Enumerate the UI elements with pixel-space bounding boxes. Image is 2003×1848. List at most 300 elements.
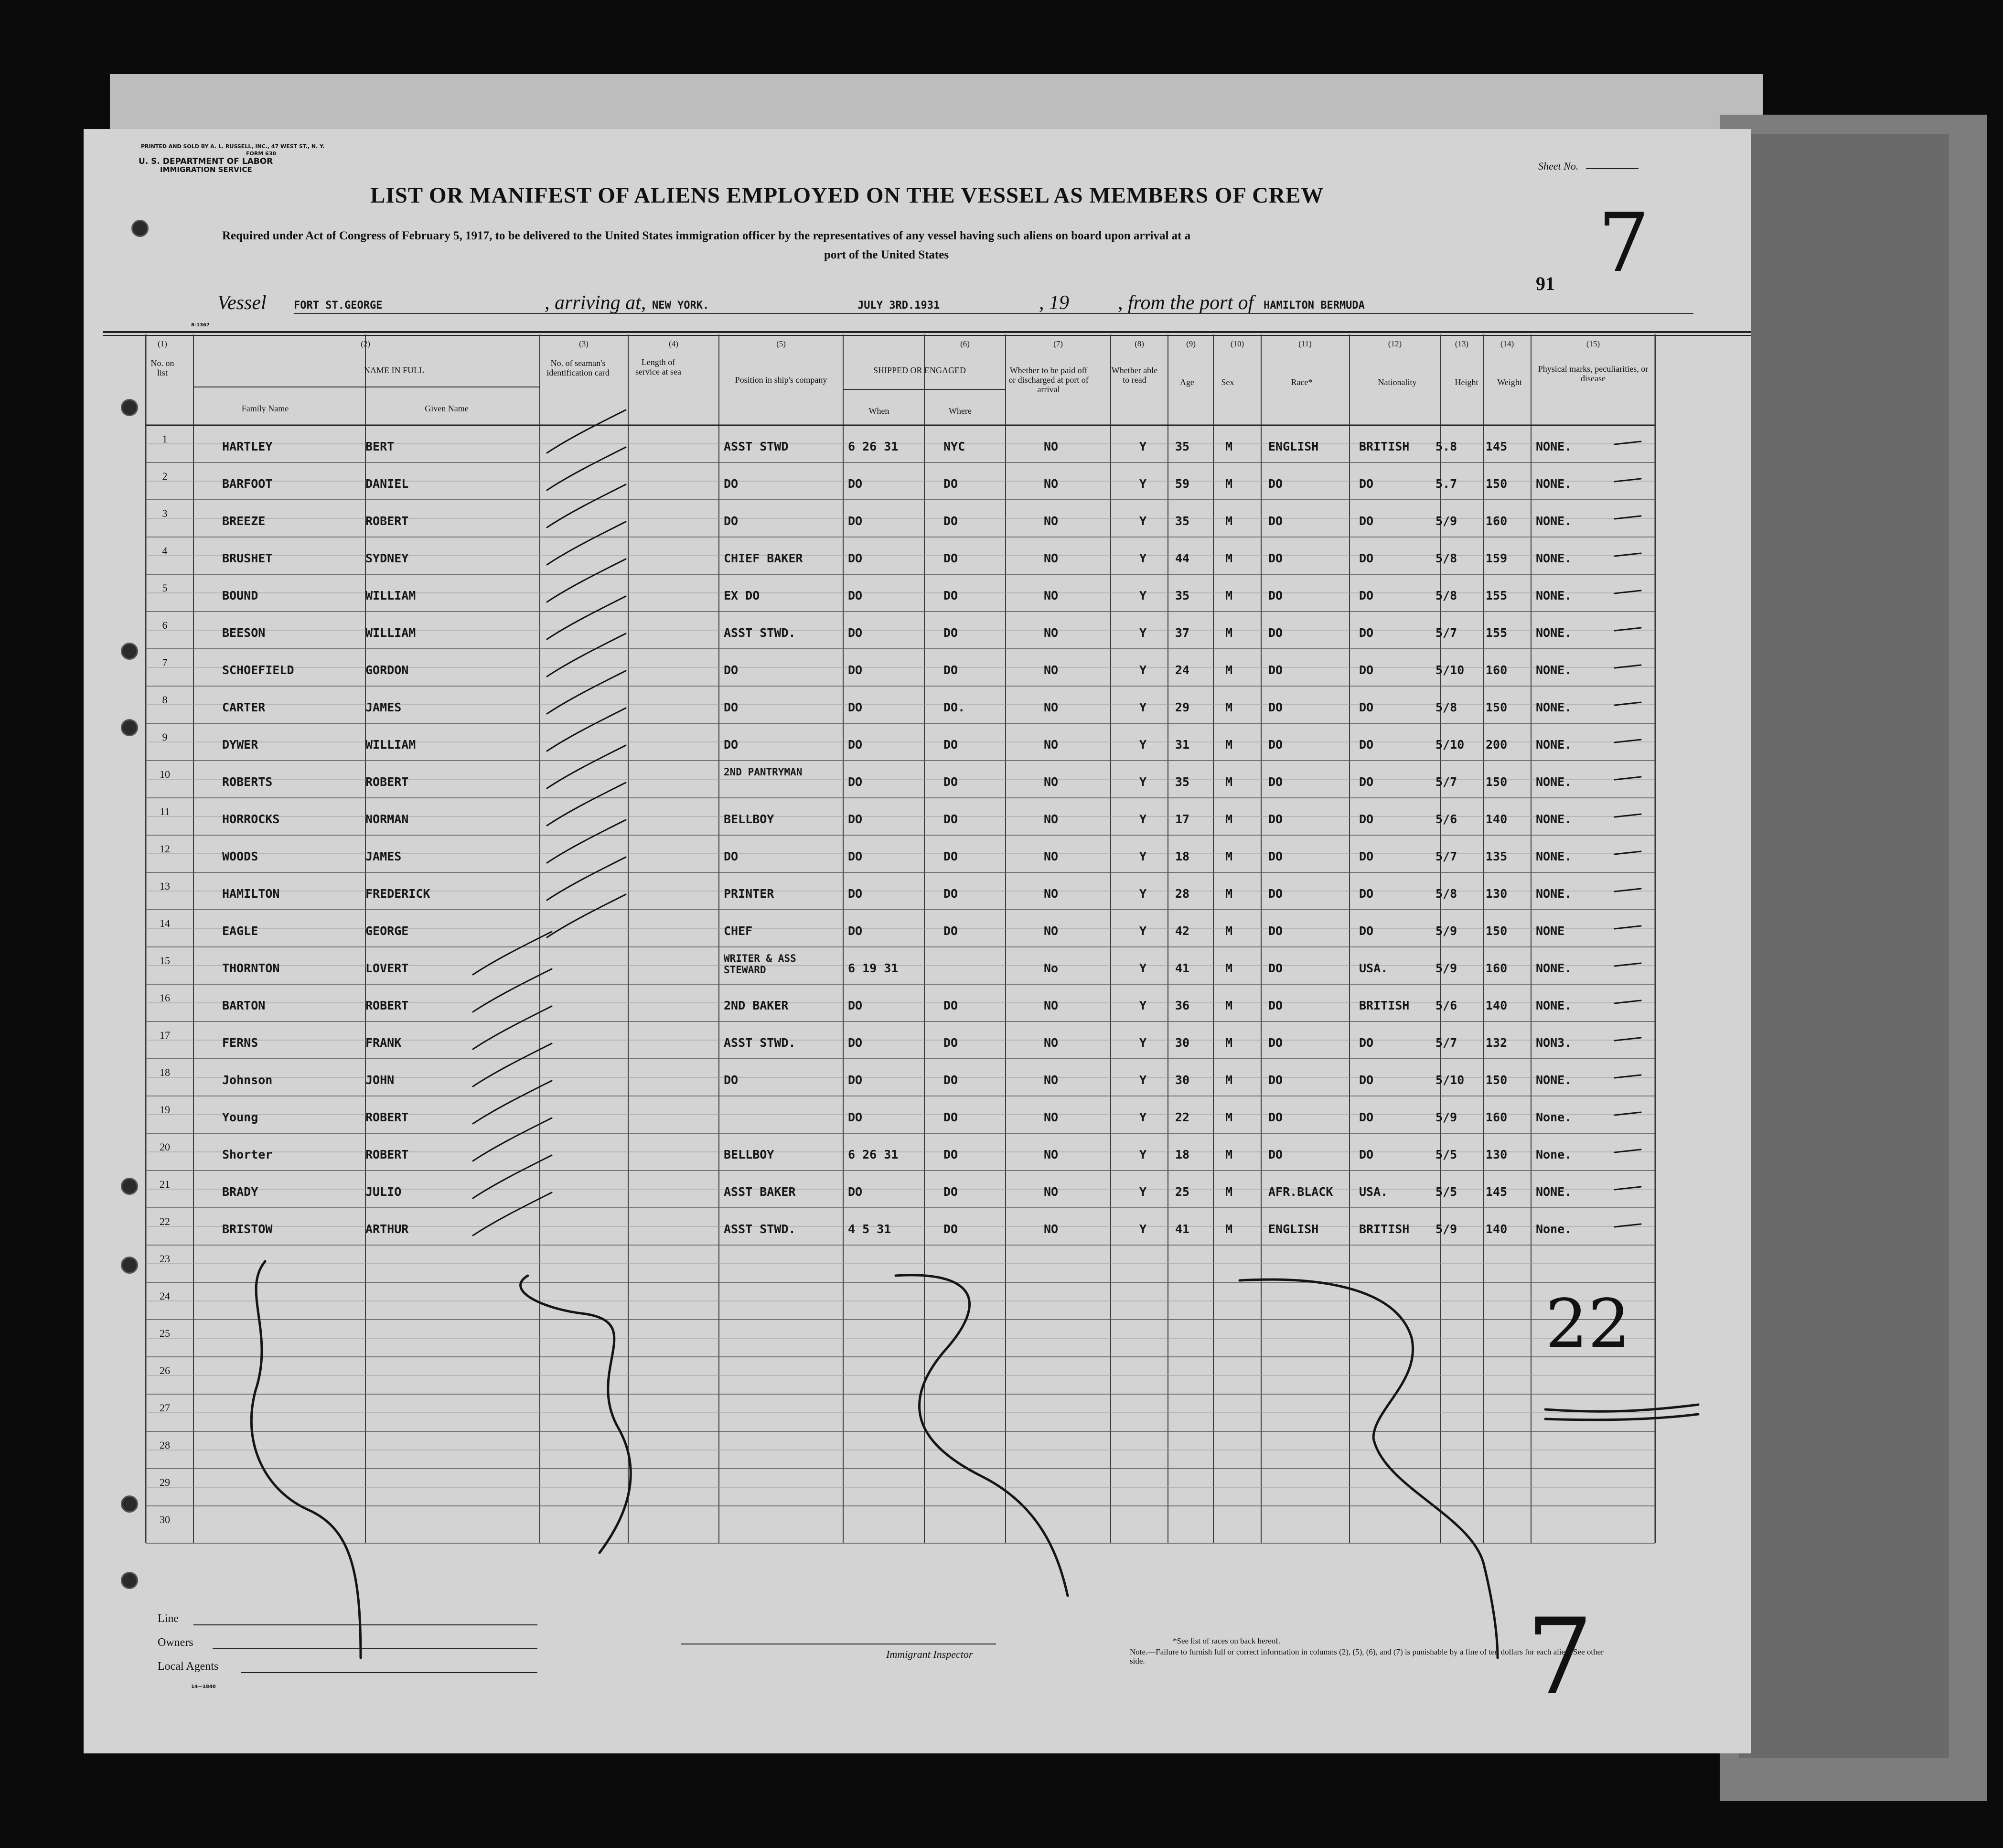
row-number: 11 <box>160 806 170 817</box>
height: 5/6 <box>1435 999 1457 1012</box>
nationality: DO <box>1359 1148 1374 1161</box>
shipped-where: DO <box>943 514 958 528</box>
sex: M <box>1225 551 1233 565</box>
age: 35 <box>1175 514 1190 528</box>
height: 5/7 <box>1435 626 1457 640</box>
sex: M <box>1225 999 1233 1012</box>
height: 5/8 <box>1435 887 1457 901</box>
shipped-where: DO <box>943 999 958 1012</box>
position: BELLBOY <box>724 1148 774 1161</box>
printer-imprint: PRINTED AND SOLD BY A. L. RUSSELL, INC., 47 WEST ST., N. Y. <box>141 143 325 150</box>
void-squiggle <box>521 1276 631 1553</box>
dash-mark <box>1615 1000 1641 1003</box>
sex: M <box>1225 440 1233 453</box>
paid-off: NO <box>1044 775 1059 789</box>
nationality: DO <box>1359 700 1374 714</box>
given-name: WILLIAM <box>365 589 416 602</box>
position: DO <box>724 477 739 491</box>
weight: 145 <box>1486 1185 1508 1199</box>
given-name: SYDNEY <box>365 551 409 565</box>
sex: M <box>1225 775 1233 789</box>
shipped-where: DO <box>943 1110 958 1124</box>
race: DO <box>1268 551 1283 565</box>
given-name: NORMAN <box>365 812 409 826</box>
family-name: BREEZE <box>222 514 266 528</box>
punch-hole <box>131 220 149 237</box>
row-number: 15 <box>160 955 170 967</box>
physical-marks: NONE. <box>1536 849 1572 863</box>
dash-mark <box>1615 740 1641 742</box>
check-mark <box>547 671 626 714</box>
position: DO <box>724 1073 739 1087</box>
local-agents-label: Local Agents <box>158 1660 219 1673</box>
header-family-name: Family Name <box>241 404 289 413</box>
dash-mark <box>1615 441 1641 444</box>
check-mark <box>547 447 626 490</box>
physical-marks: NONE <box>1536 924 1565 938</box>
shipped-when: DO <box>848 849 863 863</box>
weight: 160 <box>1486 961 1508 975</box>
row-number: 29 <box>160 1476 170 1488</box>
column-number: (12) <box>1388 339 1402 348</box>
dash-mark <box>1615 926 1641 929</box>
shipped-where: DO <box>943 663 958 677</box>
sex: M <box>1225 961 1233 975</box>
nationality: DO <box>1359 775 1374 789</box>
able-to-read: Y <box>1139 626 1147 640</box>
able-to-read: Y <box>1139 1073 1147 1087</box>
from-port: HAMILTON BERMUDA <box>1264 300 1365 312</box>
total-count: 22 <box>1545 1285 1631 1363</box>
age: 18 <box>1175 1148 1190 1161</box>
family-name: CARTER <box>222 700 266 714</box>
sex: M <box>1225 1185 1233 1199</box>
paid-off: NO <box>1044 626 1059 640</box>
row-number: 10 <box>160 768 170 780</box>
position: WRITER & ASS STEWARD <box>724 953 796 976</box>
able-to-read: Y <box>1139 961 1147 975</box>
shipped-when: DO <box>848 887 863 901</box>
check-mark <box>473 1193 552 1236</box>
sex: M <box>1225 887 1233 901</box>
position: DO <box>724 738 739 752</box>
shipped-where: NYC <box>943 440 965 453</box>
position: 2ND BAKER <box>724 999 789 1012</box>
physical-marks: NONE. <box>1536 1185 1572 1199</box>
shipped-when: DO <box>848 738 863 752</box>
row-number: 21 <box>160 1178 170 1190</box>
check-mark <box>547 522 626 565</box>
row-number: 2 <box>162 470 168 482</box>
age: 29 <box>1175 700 1190 714</box>
shipped-when: DO <box>848 1073 863 1087</box>
small-code: 8-1367 <box>191 322 210 328</box>
height: 5/9 <box>1435 924 1457 938</box>
physical-marks: NONE. <box>1536 887 1572 901</box>
check-mark <box>547 559 626 602</box>
height: 5/8 <box>1435 700 1457 714</box>
age: 44 <box>1175 551 1190 565</box>
dash-mark <box>1615 1150 1641 1152</box>
able-to-read: Y <box>1139 775 1147 789</box>
column-number: (13) <box>1455 339 1469 348</box>
sex: M <box>1225 1148 1233 1161</box>
header-paid-off: Whether to be paid off or discharged at port of arrival <box>1008 365 1089 394</box>
family-name: ROBERTS <box>222 775 273 789</box>
check-mark <box>547 857 626 900</box>
given-name: ARTHUR <box>365 1222 409 1236</box>
check-mark <box>547 410 626 453</box>
paid-off: NO <box>1044 924 1059 938</box>
column-number: (5) <box>776 339 786 348</box>
dash-mark <box>1615 851 1641 854</box>
shipped-when: DO <box>848 999 863 1012</box>
row-number: 12 <box>160 843 170 855</box>
column-number: (11) <box>1298 339 1312 348</box>
row-number: 24 <box>160 1290 170 1302</box>
sheet-no-label: Sheet No. <box>1538 160 1579 172</box>
punch-hole <box>121 1572 138 1589</box>
shipped-when: DO <box>848 1036 863 1050</box>
weight: 155 <box>1486 626 1508 640</box>
family-name: SCHOEFIELD <box>222 663 294 677</box>
age: 35 <box>1175 589 1190 602</box>
race: ENGLISH <box>1268 1222 1319 1236</box>
nationality: DO <box>1359 589 1374 602</box>
check-mark <box>547 745 626 788</box>
weight: 150 <box>1486 700 1508 714</box>
paid-off: NO <box>1044 700 1059 714</box>
physical-marks: NON3. <box>1536 1036 1572 1050</box>
given-name: GEORGE <box>365 924 409 938</box>
column-number: (14) <box>1500 339 1514 348</box>
position: DO <box>724 849 739 863</box>
weight: 150 <box>1486 924 1508 938</box>
nationality: BRITISH <box>1359 440 1410 453</box>
check-mark <box>547 783 626 826</box>
row-number: 14 <box>160 917 170 929</box>
position: DO <box>724 514 739 528</box>
shipped-when: 4 5 31 <box>848 1222 891 1236</box>
height: 5/10 <box>1435 1073 1465 1087</box>
sex: M <box>1225 849 1233 863</box>
arrival-date: JULY 3RD.1931 <box>857 300 940 312</box>
from-port-label: , from the port of <box>1118 292 1254 314</box>
age: 41 <box>1175 1222 1190 1236</box>
row-number: 7 <box>162 656 168 668</box>
given-name: JAMES <box>365 849 402 863</box>
check-mark <box>547 596 626 639</box>
void-squiggle <box>1240 1279 1498 1658</box>
paid-off: NO <box>1044 1222 1059 1236</box>
physical-marks: NONE. <box>1536 477 1572 491</box>
punch-hole <box>121 1495 138 1513</box>
check-mark <box>473 1043 552 1086</box>
back-sheet <box>110 74 1763 136</box>
family-name: DYWER <box>222 738 258 752</box>
row-number: 6 <box>162 619 168 631</box>
physical-marks: NONE. <box>1536 999 1572 1012</box>
paid-off: NO <box>1044 1110 1059 1124</box>
weight: 150 <box>1486 775 1508 789</box>
age: 24 <box>1175 663 1190 677</box>
position: ASST STWD. <box>724 1222 796 1236</box>
race: DO <box>1268 738 1283 752</box>
position: CHEF <box>724 924 753 938</box>
row-number: 4 <box>162 545 168 557</box>
row-number: 22 <box>160 1215 170 1227</box>
family-name: HARTLEY <box>222 440 273 453</box>
paid-off: NO <box>1044 551 1059 565</box>
shipped-when: DO <box>848 700 863 714</box>
race: DO <box>1268 1073 1283 1087</box>
given-name: ROBERT <box>365 1110 409 1124</box>
back-sheet <box>1739 134 1949 1758</box>
shipped-where: DO <box>943 1222 958 1236</box>
able-to-read: Y <box>1139 700 1147 714</box>
given-name: LOVERT <box>365 961 409 975</box>
header-shipped-engaged: SHIPPED OR ENGAGED <box>873 365 966 375</box>
able-to-read: Y <box>1139 551 1147 565</box>
race: DO <box>1268 961 1283 975</box>
row-number: 23 <box>160 1253 170 1265</box>
void-squiggle <box>251 1261 361 1658</box>
header-where: Where <box>949 406 972 416</box>
paid-off: NO <box>1044 738 1059 752</box>
position: BELLBOY <box>724 812 774 826</box>
able-to-read: Y <box>1139 849 1147 863</box>
height: 5/6 <box>1435 812 1457 826</box>
shipped-where: DO <box>943 551 958 565</box>
vessel-label: Vessel <box>217 292 267 314</box>
height: 5/9 <box>1435 961 1457 975</box>
check-mark <box>473 1118 552 1161</box>
position: CHIEF BAKER <box>724 551 803 565</box>
check-mark <box>547 484 626 527</box>
nationality: DO <box>1359 626 1374 640</box>
row-number: 26 <box>160 1365 170 1376</box>
physical-marks: NONE. <box>1536 589 1572 602</box>
dash-mark <box>1615 777 1641 780</box>
check-mark <box>473 1155 552 1198</box>
given-name: DANIEL <box>365 477 409 491</box>
row-number: 8 <box>162 694 168 706</box>
nationality: BRITISH <box>1359 999 1410 1012</box>
inspector-label: Immigrant Inspector <box>886 1648 973 1660</box>
height: 5/10 <box>1435 663 1465 677</box>
nationality: DO <box>1359 1110 1374 1124</box>
paid-off: NO <box>1044 1036 1059 1050</box>
column-number: (1) <box>158 339 167 348</box>
height: 5/7 <box>1435 1036 1457 1050</box>
shipped-when: DO <box>848 1110 863 1124</box>
row-number: 3 <box>162 507 168 519</box>
dash-mark <box>1615 1187 1641 1190</box>
physical-marks: NONE. <box>1536 812 1572 826</box>
service: IMMIGRATION SERVICE <box>160 165 252 174</box>
family-name: Johnson <box>222 1073 273 1087</box>
weight: 160 <box>1486 663 1508 677</box>
subtitle-2: port of the United States <box>824 248 949 261</box>
subtitle: Required under Act of Congress of February 5, 1917, to be delivered to the United States immigration officer by the representatives of any vessel having such aliens on board upon arrival at a <box>222 229 1191 242</box>
nationality: USA. <box>1359 1185 1388 1199</box>
shipped-where: DO <box>943 1036 958 1050</box>
header-position: Position in ship's company <box>735 375 827 385</box>
shipped-where: DO <box>943 812 958 826</box>
check-mark <box>547 820 626 863</box>
family-name: HAMILTON <box>222 887 280 901</box>
paid-off: No <box>1044 961 1059 975</box>
row-number: 5 <box>162 582 168 594</box>
nationality: DO <box>1359 477 1374 491</box>
shipped-where: DO <box>943 887 958 901</box>
height: 5/5 <box>1435 1148 1457 1161</box>
age: 41 <box>1175 961 1190 975</box>
physical-marks: NONE. <box>1536 700 1572 714</box>
race: AFR.BLACK <box>1268 1185 1333 1199</box>
nationality: DO <box>1359 924 1374 938</box>
sex: M <box>1225 1110 1233 1124</box>
checkmarks <box>473 410 1641 1236</box>
check-mark <box>473 932 552 975</box>
physical-marks: NONE. <box>1536 663 1572 677</box>
sex: M <box>1225 812 1233 826</box>
age: 18 <box>1175 849 1190 863</box>
shipped-when: DO <box>848 589 863 602</box>
weight: 140 <box>1486 1222 1508 1236</box>
row-number: 19 <box>160 1104 170 1116</box>
column-number: (8) <box>1135 339 1144 348</box>
family-name: BOUND <box>222 589 258 602</box>
able-to-read: Y <box>1139 812 1147 826</box>
weight: 150 <box>1486 1073 1508 1087</box>
family-name: FERNS <box>222 1036 258 1050</box>
total-underline <box>1545 1405 1698 1411</box>
weight: 140 <box>1486 812 1508 826</box>
paid-off: NO <box>1044 477 1059 491</box>
sex: M <box>1225 477 1233 491</box>
row-number: 13 <box>160 880 170 892</box>
physical-marks: None. <box>1536 1110 1572 1124</box>
shipped-where: DO <box>943 849 958 863</box>
header-length-service: Length of service at sea <box>635 357 681 376</box>
height: 5/9 <box>1435 1222 1457 1236</box>
dash-mark <box>1615 1224 1641 1227</box>
age: 17 <box>1175 812 1190 826</box>
header-weight: Weight <box>1497 377 1522 387</box>
paid-off: NO <box>1044 1185 1059 1199</box>
given-name: ROBERT <box>365 999 409 1012</box>
column-number: (7) <box>1053 339 1063 348</box>
nationality: DO <box>1359 514 1374 528</box>
physical-marks: None. <box>1536 1148 1572 1161</box>
sex: M <box>1225 1222 1233 1236</box>
sex: M <box>1225 626 1233 640</box>
shipped-when: 6 26 31 <box>848 440 899 453</box>
family-name: HORROCKS <box>222 812 280 826</box>
row-number: 20 <box>160 1141 170 1153</box>
given-name: FRANK <box>365 1036 402 1050</box>
weight: 130 <box>1486 1148 1508 1161</box>
height: 5/7 <box>1435 849 1457 863</box>
row-number: 18 <box>160 1066 170 1078</box>
able-to-read: Y <box>1139 999 1147 1012</box>
race: DO <box>1268 477 1283 491</box>
header-no-on-list: No. on list <box>150 358 174 377</box>
header-name-in-full: NAME IN FULL <box>364 365 424 375</box>
paid-off: NO <box>1044 1148 1059 1161</box>
given-name: JAMES <box>365 700 402 714</box>
check-mark <box>473 1081 552 1124</box>
race: DO <box>1268 849 1283 863</box>
nationality: DO <box>1359 1036 1374 1050</box>
weight: 132 <box>1486 1036 1508 1050</box>
page-title: LIST OR MANIFEST OF ALIENS EMPLOYED ON THE VESSEL AS MEMBERS OF CREW <box>370 183 1324 208</box>
age: 28 <box>1175 887 1190 901</box>
weight: 135 <box>1486 849 1508 863</box>
age: 25 <box>1175 1185 1190 1199</box>
height: 5/9 <box>1435 1110 1457 1124</box>
sex: M <box>1225 1073 1233 1087</box>
age: 36 <box>1175 999 1190 1012</box>
family-name: Shorter <box>222 1148 273 1161</box>
shipped-where: DO. <box>943 700 965 714</box>
punch-hole <box>121 399 138 416</box>
races-note: *See list of races on back hereof. <box>1173 1636 1281 1645</box>
position: EX DO <box>724 589 760 602</box>
height: 5/10 <box>1435 738 1465 752</box>
physical-marks: NONE. <box>1536 514 1572 528</box>
height: 5.7 <box>1435 477 1457 491</box>
row-number: 30 <box>160 1514 170 1526</box>
family-name: Young <box>222 1110 258 1124</box>
header-given-name: Given Name <box>425 404 469 413</box>
check-mark <box>547 894 626 937</box>
void-squiggle <box>896 1275 1068 1596</box>
footer-line <box>241 1672 537 1673</box>
given-name: ROBERT <box>365 1148 409 1161</box>
page-number: 91 <box>1536 273 1555 294</box>
given-name: BERT <box>365 440 395 453</box>
header-id-card: No. of seaman's identification card <box>546 358 610 377</box>
shipped-where: DO <box>943 626 958 640</box>
given-name: FREDERICK <box>365 887 430 901</box>
arriving-label: , arriving at, <box>545 292 646 314</box>
age: 35 <box>1175 440 1190 453</box>
dash-mark <box>1615 1038 1641 1041</box>
manifest-page <box>84 129 1751 1753</box>
dash-mark <box>1615 479 1641 482</box>
height: 5/9 <box>1435 514 1457 528</box>
header-race: Race* <box>1291 377 1313 387</box>
dash-mark <box>1615 1112 1641 1115</box>
physical-marks: None. <box>1536 1222 1572 1236</box>
paid-off: NO <box>1044 812 1059 826</box>
header-sex: Sex <box>1221 377 1234 387</box>
handwriting-layer <box>84 129 1751 1753</box>
position: ASST BAKER <box>724 1185 796 1199</box>
punch-hole <box>121 719 138 736</box>
position: 2ND PANTRYMAN <box>724 766 803 778</box>
check-mark <box>547 708 626 751</box>
nationality: DO <box>1359 887 1374 901</box>
shipped-when: DO <box>848 626 863 640</box>
race: DO <box>1268 1036 1283 1050</box>
header-nationality: Nationality <box>1378 377 1417 387</box>
age: 35 <box>1175 775 1190 789</box>
nationality: BRITISH <box>1359 1222 1410 1236</box>
position: PRINTER <box>724 887 774 901</box>
